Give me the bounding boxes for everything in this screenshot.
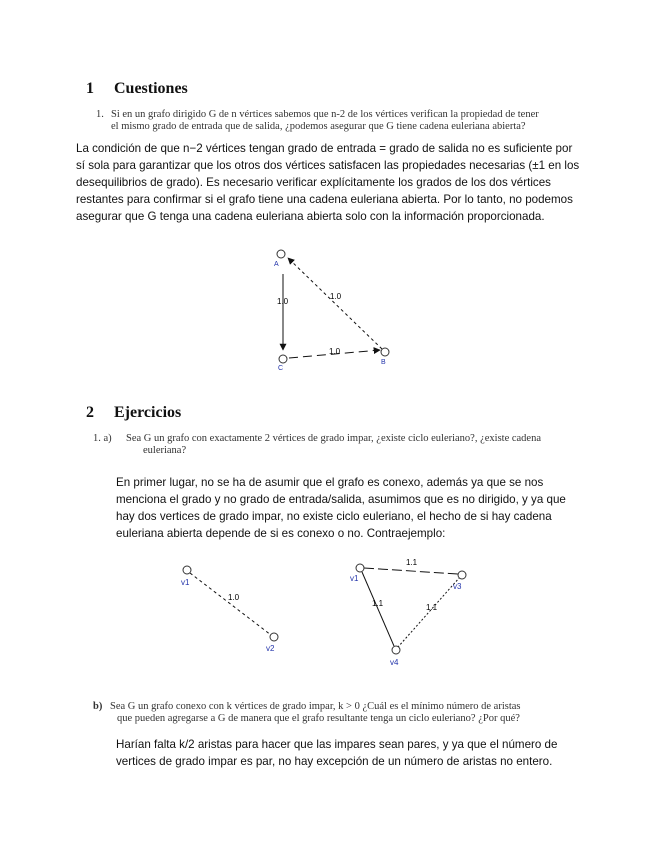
node-label-b: B — [381, 359, 386, 366]
question-2a-line-1: Sea G un grafo con exactamente 2 vértices de grado impar, ¿existe ciclo euleriano?, ¿existe cadena — [126, 433, 542, 444]
question-2a-label: 1. a) — [93, 433, 112, 444]
edge-label-a-c: 1.0 — [277, 297, 289, 306]
edge-label-c-b: 1.0 — [329, 347, 341, 356]
node-label-left-v1: v1 — [181, 578, 190, 587]
section-2-title: Ejercicios — [114, 404, 182, 421]
question-1-line-2: el mismo grado de entrada que de salida, ¿podemos asegurar que G tiene cadena euleriana abierta? — [111, 121, 526, 132]
answer-2a: En primer lugar, no se ha de asumir que el grafo es conexo, además ya que se nos menciona el grado y no grado de entrada/salida, asumimos que es no dirigido, y ya que hay dos vertices de grado impar, no existe ciclo euleriano, el hecho de si hay cadena euleriana abierta depende de si es conexo o no. Contraejemplo: — [116, 476, 566, 540]
node-label-right-v1: v1 — [350, 574, 359, 583]
question-1-number: 1. — [96, 109, 104, 120]
graph-1 — [262, 246, 402, 376]
counterexample-graphs — [170, 555, 480, 675]
edge-v1-v3 — [364, 568, 458, 574]
edge-v1-v4 — [362, 572, 394, 646]
node-c — [279, 355, 287, 363]
graph-left — [181, 566, 278, 653]
section-2-number: 2 — [86, 404, 94, 421]
edge-label-v3-v4: 1.1 — [426, 603, 438, 612]
node-label-left-v2: v2 — [266, 644, 275, 653]
question-2b-line-2: que pueden agregarse a G de manera que el grafo resultante tenga un ciclo euleriano? ¿Por qué? — [117, 713, 520, 724]
node-b — [381, 348, 389, 356]
answer-2b: Harían falta k/2 aristas para hacer que las impares sean pares, y ya que el número de vertices de grado impar es par, no hay excepción de un número de aristas no entero. — [116, 738, 558, 768]
node-left-v2 — [270, 633, 278, 641]
edge-v3-v4 — [398, 577, 460, 647]
node-right-v4 — [392, 646, 400, 654]
section-1-title: Cuestiones — [114, 80, 188, 97]
node-label-c: C — [278, 365, 284, 372]
edge-label-b-a: 1.0 — [330, 292, 342, 301]
node-label-right-v4: v4 — [390, 658, 399, 667]
node-label-a: A — [274, 261, 279, 268]
node-right-v3 — [458, 571, 466, 579]
question-2b-line-1: Sea G un grafo conexo con k vértices de grado impar, k > 0 ¿Cuál es el mínimo número de aristas — [110, 701, 521, 712]
edge-label-v1-v4: 1.1 — [372, 599, 384, 608]
question-1-line-1: Si en un grafo dirigido G de n vértices sabemos que n-2 de los vértices verifican la propiedad de tener — [111, 109, 539, 120]
edge-label-left: 1.0 — [228, 593, 240, 602]
question-2b-label: b) — [93, 701, 103, 712]
graph-right — [350, 558, 466, 667]
edge-b-a — [288, 258, 382, 349]
answer-1: La condición de que n−2 vértices tengan grado de entrada = grado de salida no es suficiente por sí sola para garantizar que los otros dos vértices satisfacen las propiedades necesarias (±1 en los desequilibrios de grado). Es necesario verificar explícitamente los grados de los dos vértices restantes para confirmar si el grafo tiene una cadena euleriana abierta. Por lo tanto, no podemos asegurar que G tenga una cadena euleriana abierta solo con la información proporcionada. — [76, 142, 580, 223]
graph-1-edges — [283, 258, 382, 358]
section-1-number: 1 — [86, 80, 94, 97]
edge-label-v1-v3: 1.1 — [406, 558, 418, 567]
node-right-v1 — [356, 564, 364, 572]
node-left-v1 — [183, 566, 191, 574]
node-label-right-v3: v3 — [453, 582, 462, 591]
question-2a-line-2: euleriana? — [143, 445, 187, 456]
edge-v1-v2 — [190, 573, 271, 635]
node-a — [277, 250, 285, 258]
